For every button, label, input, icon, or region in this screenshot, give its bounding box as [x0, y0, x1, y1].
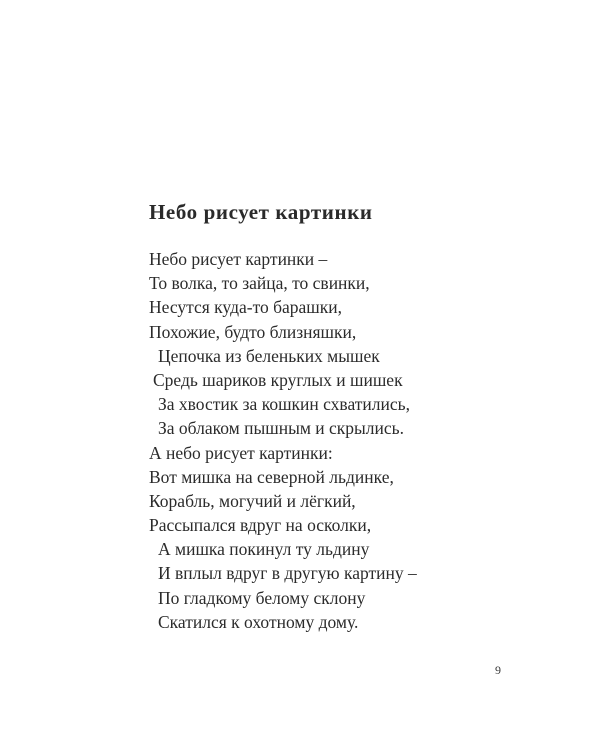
poem-line: За хвостик за кошкин схватились,	[158, 394, 411, 415]
poem-line: За облаком пышным и скрылись.	[158, 418, 405, 439]
poem-line: По гладкому белому склону	[158, 587, 366, 608]
poem-line: Рассыпался вдруг на осколки,	[149, 515, 372, 536]
poem-line: А небо рисует картинки:	[149, 442, 333, 463]
poem-line: А мишка покинул ту льдину	[158, 539, 370, 560]
poem-body	[149, 247, 417, 634]
poem-line: Вот мишка на северной льдинке,	[149, 466, 394, 487]
poem-line: Цепочка из беленьких мышек	[158, 345, 380, 366]
poem-line: Скатился к охотному дому.	[158, 611, 359, 632]
page-number: 9	[495, 663, 501, 677]
poem-title: Небо рисует картинки	[149, 200, 373, 224]
poem-line: Средь шариков круглых и шишек	[153, 369, 403, 390]
poem-line: Небо рисует картинки –	[149, 249, 328, 269]
poem-line: Корабль, могучий и лёгкий,	[149, 490, 356, 511]
poem-line: Похожие, будто близняшки,	[149, 321, 357, 342]
poem-line: То волка, то зайца, то свинки,	[149, 273, 370, 294]
poem-line: И вплыл вдруг в другую картину –	[158, 563, 417, 584]
poem-line: Несутся куда-то барашки,	[149, 297, 343, 318]
